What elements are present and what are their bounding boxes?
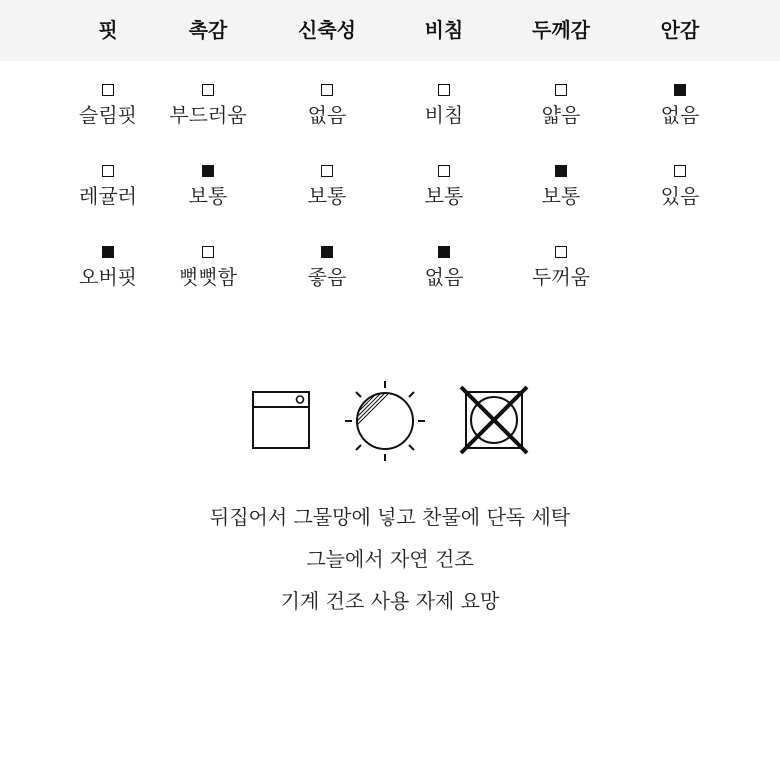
option-thickness-2 [501, 165, 621, 208]
option-label: 없음 [307, 103, 347, 127]
option-label: 보통 [424, 184, 464, 208]
option-lining-1 [620, 84, 740, 127]
sun-drying-icon [344, 380, 426, 462]
option-texture-2 [148, 165, 268, 208]
option-label: 슬림핏 [79, 103, 137, 127]
option-texture-3 [148, 246, 268, 289]
option-label: 두꺼움 [532, 265, 590, 289]
care-instruction-wash: 뒤집어서 그물망에 넣고 찬물에 단독 세탁 [209, 505, 571, 529]
option-label: 오버핏 [79, 265, 137, 289]
header-lining: 안감 [660, 18, 700, 42]
checked-box-icon [438, 246, 450, 258]
option-elasticity-1 [267, 84, 387, 127]
care-icons [0, 380, 780, 460]
option-sheerness-2 [384, 165, 504, 208]
checked-box-icon [102, 246, 114, 258]
header-fit: 핏 [98, 18, 118, 42]
option-sheerness-1 [384, 84, 504, 127]
checked-box-icon [555, 165, 567, 177]
unchecked-box-icon [321, 165, 333, 177]
option-sheerness-3 [384, 246, 504, 289]
option-label: 있음 [660, 184, 700, 208]
unchecked-box-icon [674, 165, 686, 177]
checked-box-icon [202, 165, 214, 177]
no-tumble-dry-icon [458, 380, 530, 456]
checked-box-icon [321, 246, 333, 258]
unchecked-box-icon [202, 84, 214, 96]
unchecked-box-icon [438, 165, 450, 177]
unchecked-box-icon [321, 84, 333, 96]
header-sheerness: 비침 [424, 18, 464, 42]
option-label: 없음 [660, 103, 700, 127]
unchecked-box-icon [202, 246, 214, 258]
option-label: 뻣뻣함 [179, 265, 237, 289]
checked-box-icon [674, 84, 686, 96]
unchecked-box-icon [555, 246, 567, 258]
header-thickness: 두께감 [532, 18, 590, 42]
option-label: 레귤러 [79, 184, 137, 208]
option-thickness-3 [501, 246, 621, 289]
option-label: 없음 [424, 265, 464, 289]
unchecked-box-icon [102, 84, 114, 96]
option-label: 좋음 [307, 265, 347, 289]
care-instruction-dry: 그늘에서 자연 건조 [306, 547, 474, 571]
option-elasticity-2 [267, 165, 387, 208]
option-label: 비침 [424, 103, 464, 127]
option-label: 부드러움 [169, 103, 247, 127]
unchecked-box-icon [102, 165, 114, 177]
option-label: 얇음 [541, 103, 581, 127]
option-lining-2 [620, 165, 740, 208]
option-elasticity-3 [267, 246, 387, 289]
option-thickness-1 [501, 84, 621, 127]
option-label: 보통 [307, 184, 347, 208]
option-texture-1 [148, 84, 268, 127]
header-texture: 촉감 [188, 18, 228, 42]
unchecked-box-icon [555, 84, 567, 96]
washing-machine-icon [251, 380, 313, 452]
care-instruction-machine-dry: 기계 건조 사용 자제 요망 [280, 589, 500, 613]
header-elasticity: 신축성 [298, 18, 356, 42]
option-label: 보통 [541, 184, 581, 208]
option-label: 보통 [188, 184, 228, 208]
unchecked-box-icon [438, 84, 450, 96]
spec-table-header [0, 0, 780, 61]
